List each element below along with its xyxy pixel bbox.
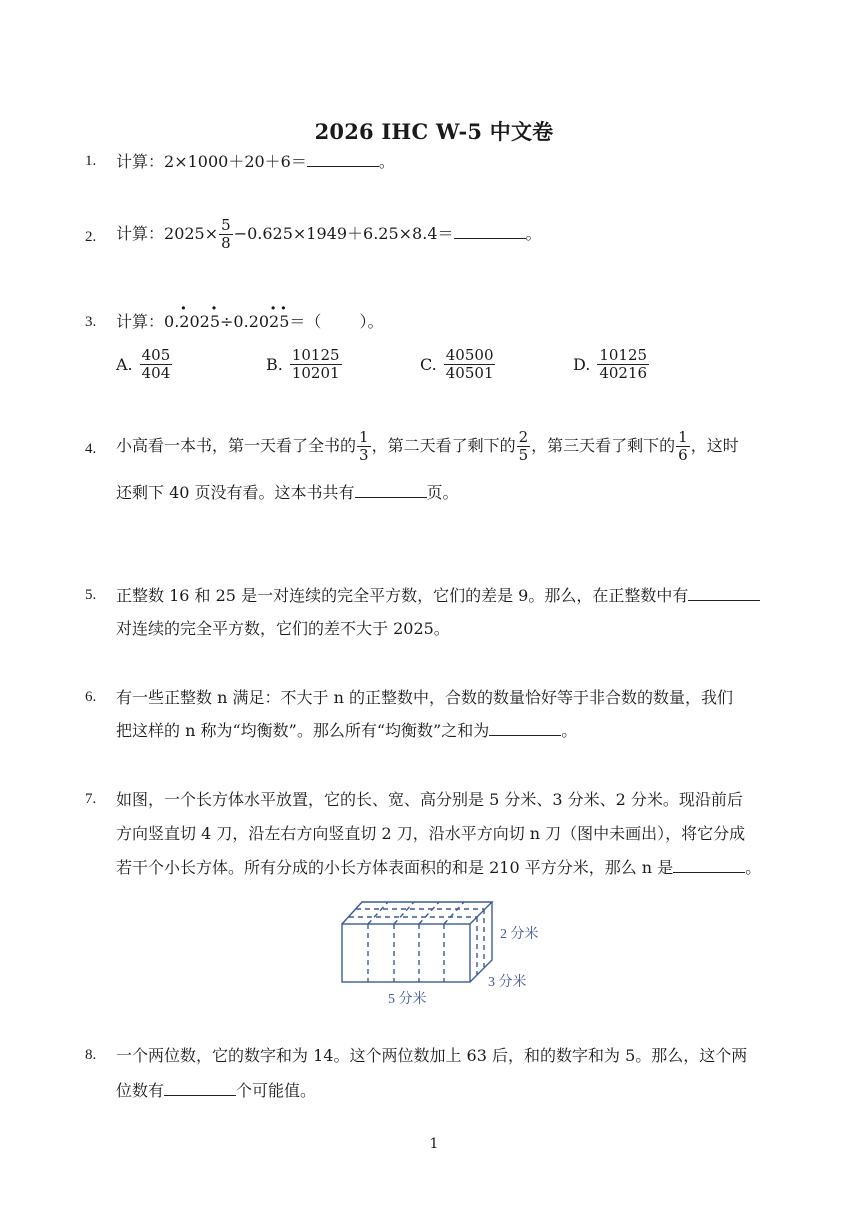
question-4-line-2: 还剩下 40 页没有看。这本书共有 页。 [116, 483, 459, 502]
height-label: 2 分米 [500, 927, 539, 942]
answer-blank[interactable] [355, 483, 427, 498]
top-face [342, 902, 492, 924]
question-number: 4. [85, 441, 97, 457]
answer-blank[interactable] [688, 586, 760, 601]
option-a[interactable]: A. $\frac{405}{404}$ [116, 346, 171, 382]
answer-blank[interactable] [673, 858, 745, 873]
question-8-line-1: 一个两位数，它的数字和为 14。这个两位数加上 63 后，和的数字和为 5。那么，这个两 [116, 1046, 748, 1065]
question-3-text: 计算：0.· 202· 5÷0.20· 2· 5＝（ ）。 [116, 311, 383, 333]
width-label: 3 分米 [488, 975, 527, 990]
question-1-text: 计算：2×1000＋20＋6＝ 。 [116, 152, 395, 171]
option-d[interactable]: D. $\frac{10125}{40216}$ [573, 346, 648, 382]
question-number: 5. [85, 587, 97, 603]
question-4-line-1: 小高看一本书，第一天看了全书的 $\frac{1}{3}$ ，第二天看了剩下的 $\frac{2}{5}$ ，第三天看了剩下的 $\frac{1}{6}$ ，这时 [116, 428, 739, 464]
answer-blank[interactable] [307, 152, 379, 167]
question-5-line-1: 正整数 16 和 25 是一对连续的完全平方数，它们的差是 9。那么，在正整数中有 [116, 585, 760, 607]
question-8-line-2: 位数有 个可能值。 [116, 1081, 317, 1100]
question-2-text: 计算：2025× $\frac{5}{8}$ −0.625×1949＋6.25×8.4＝ 。 [116, 216, 542, 252]
question-6-line-2: 把这样的 n 称为“均衡数”。那么所有“均衡数”之和为 。 [116, 721, 578, 740]
question-number: 8. [85, 1047, 97, 1063]
question-number: 7. [85, 791, 97, 807]
question-7-line-3: 若干个小长方体。所有分成的小长方体表面积的和是 210 平方分米，那么 n 是 。 [116, 858, 762, 877]
option-b[interactable]: B. $\frac{10125}{10201}$ [266, 346, 340, 382]
question-number: 6. [85, 689, 97, 705]
page-number: 1 [429, 1136, 439, 1152]
question-number: 3. [85, 314, 97, 330]
right-face [470, 902, 492, 982]
answer-blank[interactable] [454, 224, 526, 239]
question-number: 2. [85, 229, 97, 245]
length-label: 5 分米 [388, 992, 427, 1007]
fraction: $\frac{5}{8}$ [221, 216, 231, 252]
cuboid-figure [330, 888, 560, 1018]
answer-blank[interactable] [164, 1081, 236, 1096]
answer-blank[interactable] [489, 721, 561, 736]
question-7-line-2: 方向竖直切 4 刀，沿左右方向竖直切 2 刀，沿水平方向切 n 刀（图中未画出），将它分成 [116, 824, 746, 843]
question-number: 1. [85, 153, 97, 169]
question-7-line-1: 如图，一个长方体水平放置，它的长、宽、高分别是 5 分米、3 分米、2 分米。现沿前后 [116, 790, 743, 809]
option-c[interactable]: C. $\frac{40500}{40501}$ [420, 346, 494, 382]
question-6-line-1: 有一些正整数 n 满足：不大于 n 的正整数中，合数的数量恰好等于非合数的数量，我们 [116, 688, 733, 707]
question-5-line-2: 对连续的完全平方数，它们的差不大于 2025。 [116, 619, 450, 638]
page-title: 2026 IHC W-5 中文卷 [314, 119, 554, 144]
front-face [342, 924, 470, 982]
